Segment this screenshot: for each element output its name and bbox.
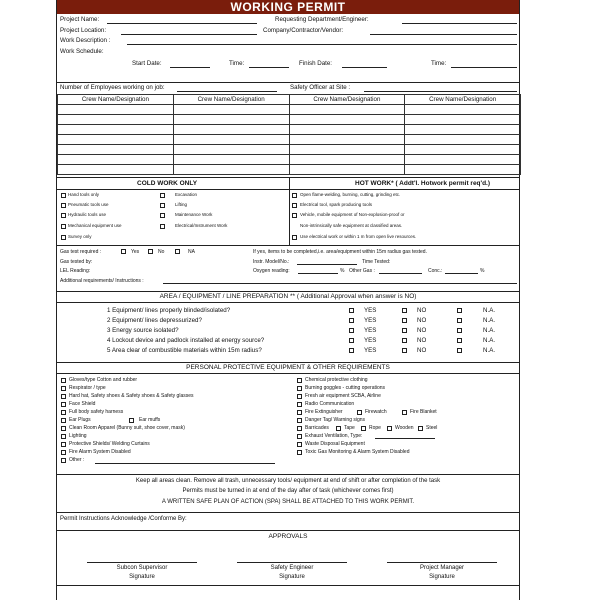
- ppe-checkbox[interactable]: [297, 378, 302, 383]
- company-field[interactable]: [370, 34, 517, 35]
- start-date-label: Start Date:: [132, 60, 162, 67]
- approvals-header: APPROVALS: [268, 533, 308, 540]
- ppe-item: Danger Tag/ Warning signs: [305, 417, 366, 423]
- finish-time-field[interactable]: [451, 67, 517, 68]
- subcon-role: Subcon Supervisor: [116, 565, 168, 571]
- ppe-item: Full body safety harness: [69, 409, 124, 415]
- ppe-checkbox[interactable]: [61, 410, 66, 415]
- safety-officer-field[interactable]: [364, 91, 517, 92]
- hot-item: Open flame-welding, burning, cutting, grinding etc.: [300, 192, 401, 197]
- area-yes-checkbox[interactable]: [349, 338, 354, 343]
- ppe-checkbox[interactable]: [61, 426, 66, 431]
- ppe-item: Fire Extinguisher: [305, 409, 343, 415]
- ppe-checkbox[interactable]: [297, 442, 302, 447]
- cold-hydraulic-checkbox[interactable]: [61, 213, 66, 218]
- time-tested-label: Time Tested:: [362, 259, 391, 265]
- cold-item: Hand tools only: [68, 192, 100, 197]
- area-no-checkbox[interactable]: [402, 348, 407, 353]
- area-yes-label: YES: [364, 307, 377, 314]
- ppe-item: Ear Plugs: [69, 417, 91, 423]
- area-no-label: NO: [417, 317, 427, 324]
- crew-table: [57, 94, 521, 175]
- cold-item: Survey only: [68, 234, 92, 239]
- rope-checkbox[interactable]: [361, 426, 366, 431]
- safety-engineer-signature-line[interactable]: [237, 562, 347, 563]
- area-yes-checkbox[interactable]: [349, 308, 354, 313]
- gas-tested-by-label: Gas tested by:: [60, 259, 93, 265]
- gas-if-yes-note: If yes, items to be completed,i.e. area/equipment within 15m radius gas tested.: [253, 249, 427, 255]
- area-no-checkbox[interactable]: [402, 338, 407, 343]
- employees-label: Number of Employees working on job:: [60, 84, 165, 91]
- area-no-checkbox[interactable]: [402, 318, 407, 323]
- conc-field[interactable]: [445, 273, 478, 274]
- crew-col-header: Crew Name/Designation: [173, 95, 289, 105]
- ppe-checkbox[interactable]: [61, 458, 66, 463]
- area-yes-checkbox[interactable]: [349, 318, 354, 323]
- ppe-checkbox[interactable]: [297, 394, 302, 399]
- oxygen-reading-field[interactable]: [298, 273, 338, 274]
- crew-row[interactable]: [58, 155, 521, 165]
- work-type-sub-divider: [57, 189, 519, 190]
- ppe-checkbox[interactable]: [61, 434, 66, 439]
- ppe-item: Barricades: [305, 425, 329, 431]
- ppe-item: Lighting: [69, 433, 87, 439]
- ppe-checkbox[interactable]: [61, 394, 66, 399]
- wooden-checkbox[interactable]: [387, 426, 392, 431]
- ppe-checkbox[interactable]: [297, 402, 302, 407]
- hot-item: Use electrical work or within 1 m from open live resources.: [300, 234, 417, 239]
- work-type-vline: [289, 177, 290, 245]
- hot-item: Vehicle, mobile equipment of Non-explosion-proof or: [300, 212, 405, 217]
- steel-label: Steel: [426, 425, 438, 431]
- project-location-label: Project Location:: [60, 27, 107, 34]
- gas-no-checkbox[interactable]: [148, 249, 153, 254]
- area-no-label: NO: [417, 347, 427, 354]
- crew-row[interactable]: [58, 145, 521, 155]
- area-yes-label: YES: [364, 327, 377, 334]
- area-na-label: N.A.: [483, 327, 496, 334]
- instr-model-label: Instr. Model/No.:: [253, 259, 290, 265]
- ppe-checkbox[interactable]: [61, 386, 66, 391]
- ppe-item: Respirator / type: [69, 385, 106, 391]
- area-section-divider: [57, 291, 519, 292]
- area-yes-checkbox[interactable]: [349, 328, 354, 333]
- cold-survey-checkbox[interactable]: [61, 235, 66, 240]
- ppe-checkbox[interactable]: [61, 402, 66, 407]
- ppe-item: Other :: [69, 457, 85, 463]
- area-yes-label: YES: [364, 317, 377, 324]
- oxygen-reading-label: Oxygen reading:: [253, 268, 290, 274]
- ppe-checkbox[interactable]: [61, 378, 66, 383]
- approvals-divider: [57, 530, 519, 531]
- hot-live-resources-checkbox[interactable]: [292, 235, 297, 240]
- hot-item: Electrical tool, spark producing tools: [300, 202, 373, 207]
- gas-no-label: No: [158, 249, 165, 255]
- ppe-item: Hard hat, Safety shoes & Safety shoes & Safety glasses: [69, 393, 194, 399]
- hot-electrical-tool-checkbox[interactable]: [292, 203, 297, 208]
- additional-req-label: Additional requirements/ Instructions :: [60, 278, 144, 284]
- acknowledge-divider: [57, 512, 519, 513]
- hot-open-flame-checkbox[interactable]: [292, 193, 297, 198]
- gas-yes-checkbox[interactable]: [121, 249, 126, 254]
- instr-model-field[interactable]: [297, 264, 357, 265]
- work-type-divider: [57, 177, 519, 178]
- title-bar: [57, 0, 519, 14]
- ppe-item: Burning goggles - cutting operations: [305, 385, 386, 391]
- cold-item: Maintenance Work: [175, 212, 213, 217]
- oxygen-pct: %: [340, 268, 345, 274]
- gas-na-checkbox[interactable]: [175, 249, 180, 254]
- area-na-label: N.A.: [483, 317, 496, 324]
- wooden-label: Wooden: [395, 425, 414, 431]
- gas-section-divider: [57, 245, 519, 246]
- hot-item: Non-intrinsically safe equipment at classified areas.: [300, 223, 403, 228]
- ppe-item: Fire Alarm System Disabled: [69, 449, 131, 455]
- note-line: Keep all areas clean. Remove all trash, unnecessary tools/ equipment at end of shift or after completion of the task: [135, 478, 441, 484]
- hot-vehicle-checkbox[interactable]: [292, 213, 297, 218]
- cold-item: Excavation: [175, 192, 198, 197]
- cold-item: Pneumatic tools use: [68, 202, 109, 207]
- area-no-label: NO: [417, 337, 427, 344]
- crew-header-row: [58, 95, 521, 105]
- ppe-checkbox[interactable]: [297, 450, 302, 455]
- area-na-label: N.A.: [483, 337, 496, 344]
- other-gas-field[interactable]: [379, 273, 422, 274]
- area-no-checkbox[interactable]: [402, 328, 407, 333]
- area-no-checkbox[interactable]: [402, 308, 407, 313]
- ppe-item: Radio Communication: [305, 401, 355, 407]
- safety-engineer-role: Safety Engineer: [270, 565, 314, 571]
- exhaust-type-field[interactable]: [375, 438, 435, 439]
- crew-col-header: Crew Name/Designation: [289, 95, 405, 105]
- ppe-section-divider: [57, 362, 519, 363]
- ear-muffs-label: Ear muffs: [139, 417, 161, 423]
- ppe-checkbox[interactable]: [297, 386, 302, 391]
- crew-section-divider: [57, 82, 519, 83]
- finish-time-label: Time:: [431, 60, 447, 67]
- area-na-checkbox[interactable]: [457, 308, 462, 313]
- area-yes-label: YES: [364, 337, 377, 344]
- ppe-item: Gloves/type Cotton and rubber: [69, 377, 138, 383]
- area-item: 3 Energy source isolated?: [107, 327, 179, 334]
- work-schedule-label: Work Schedule:: [60, 48, 104, 55]
- area-yes-checkbox[interactable]: [349, 348, 354, 353]
- area-item: 2 Equipment/ lines depressurized?: [107, 317, 202, 324]
- ppe-header: PERSONAL PROTECTIVE EQUIPMENT & OTHER REQUIREMENTS: [186, 364, 390, 371]
- subcon-signature-line[interactable]: [87, 562, 197, 563]
- ppe-checkbox[interactable]: [297, 434, 302, 439]
- area-no-label: NO: [417, 327, 427, 334]
- gas-na-label: NA: [188, 249, 195, 255]
- cold-excavation-checkbox[interactable]: [160, 193, 165, 198]
- ear-muffs-checkbox[interactable]: [129, 418, 134, 423]
- project-location-field[interactable]: [121, 34, 257, 35]
- permit-form: [56, 0, 520, 600]
- ppe-checkbox[interactable]: [297, 426, 302, 431]
- pm-signature-line[interactable]: [387, 562, 497, 563]
- cold-pneumatic-checkbox[interactable]: [61, 203, 66, 208]
- area-na-checkbox[interactable]: [457, 318, 462, 323]
- notes-divider: [57, 474, 519, 475]
- note-line: Permits must be turned in at end of the day after of task (whichever comes first): [182, 488, 394, 494]
- area-na-label: N.A.: [483, 347, 496, 354]
- cold-work-header: COLD WORK ONLY: [137, 180, 198, 187]
- crew-col-header: Crew Name/Designation: [58, 95, 174, 105]
- ppe-item: Face Shield: [69, 401, 96, 407]
- requesting-dept-label: Requesting Department/Engineer:: [275, 16, 369, 23]
- rope-label: Rope: [369, 425, 381, 431]
- conc-pct: %: [480, 268, 485, 274]
- area-yes-label: YES: [364, 347, 377, 354]
- fire-blanket-checkbox[interactable]: [402, 410, 407, 415]
- ppe-checkbox[interactable]: [61, 450, 66, 455]
- project-name-label: Project Name:: [60, 16, 100, 23]
- other-gas-label: Other Gas :: [349, 268, 375, 274]
- cold-electrical-checkbox[interactable]: [160, 224, 165, 229]
- employees-field[interactable]: [177, 91, 277, 92]
- start-time-field[interactable]: [249, 67, 289, 68]
- area-na-checkbox[interactable]: [457, 328, 462, 333]
- work-description-label: Work Description :: [60, 37, 111, 44]
- finish-date-label: Finish Date:: [299, 60, 333, 67]
- area-item: 5 Area clear of combustible materials within 15m radius?: [107, 347, 262, 354]
- project-name-field[interactable]: [107, 23, 257, 24]
- acknowledge-label: Permit Instructions Acknowledge /Conforme By:: [60, 516, 187, 522]
- cold-item: Lifting: [175, 202, 188, 207]
- ppe-item: Waste Disposal Equipment: [305, 441, 365, 447]
- area-na-checkbox[interactable]: [457, 338, 462, 343]
- area-no-label: NO: [417, 307, 427, 314]
- form-title: WORKING PERMIT: [230, 0, 346, 14]
- steel-checkbox[interactable]: [418, 426, 423, 431]
- pm-role: Project Manager: [419, 565, 465, 571]
- subcon-signature-label: Signature: [129, 574, 155, 580]
- safety-officer-label: Safety Officer at Site :: [290, 84, 351, 91]
- area-item: 4 Lockout device and padlock installed at energy source?: [107, 337, 265, 344]
- ppe-checkbox[interactable]: [61, 418, 66, 423]
- finish-date-field[interactable]: [342, 67, 387, 68]
- ppe-item: Exhaust Ventilation, Type:: [305, 433, 363, 439]
- hot-work-header: HOT WORK* ( Addt'l. Hotwork permit req'd.): [355, 180, 491, 187]
- bottom-divider: [57, 585, 519, 586]
- crew-row[interactable]: [58, 165, 521, 175]
- pm-signature-label: Signature: [429, 574, 455, 580]
- ppe-checkbox[interactable]: [61, 442, 66, 447]
- gas-yes-label: Yes: [131, 249, 140, 255]
- cold-hand-tools-checkbox[interactable]: [61, 193, 66, 198]
- ppe-checkbox[interactable]: [297, 418, 302, 423]
- cold-mechanical-checkbox[interactable]: [61, 224, 66, 229]
- crew-row[interactable]: [58, 135, 521, 145]
- area-item: 1 Equipment/ lines properly blinded/isolated?: [107, 307, 231, 314]
- crew-row[interactable]: [58, 115, 521, 125]
- firewatch-checkbox[interactable]: [357, 410, 362, 415]
- note-line: A WRITTEN SAFE PLAN OF ACTION (SPA) SHALL BE ATTACHED TO THIS WORK PERMIT.: [161, 499, 415, 505]
- cold-lifting-checkbox[interactable]: [160, 203, 165, 208]
- ppe-item: Fresh air equipment SCBA, Airline: [305, 393, 381, 399]
- start-time-label: Time:: [229, 60, 245, 67]
- area-na-checkbox[interactable]: [457, 348, 462, 353]
- cold-item: Mechanical equipment use: [68, 223, 122, 228]
- area-header-divider: [57, 302, 519, 303]
- crew-row[interactable]: [58, 125, 521, 135]
- additional-req-field[interactable]: [163, 283, 517, 284]
- requesting-dept-field[interactable]: [402, 23, 517, 24]
- area-header: AREA / EQUIPMENT / LINE PREPARATION ** ( Additional Approval when answer is NO): [159, 293, 417, 300]
- start-date-field[interactable]: [170, 67, 210, 68]
- fire-blanket-label: Fire Blanket: [410, 409, 437, 415]
- tape-label: Tape: [344, 425, 355, 431]
- ppe-item: Clean Room Apparel (Bunny suit, shoe cover, mask): [69, 425, 185, 431]
- cold-item: Electrical/Instrument Work: [175, 223, 228, 228]
- ppe-checkbox[interactable]: [297, 410, 302, 415]
- firewatch-label: Firewatch: [365, 409, 387, 415]
- tape-checkbox[interactable]: [336, 426, 341, 431]
- ppe-header-divider: [57, 373, 519, 374]
- cold-item: Hydraulic tools use: [68, 212, 107, 217]
- crew-row[interactable]: [58, 105, 521, 115]
- area-na-label: N.A.: [483, 307, 496, 314]
- ppe-item: Chemical protective clothing: [305, 377, 368, 383]
- ppe-item: Protective Shields/ Welding Curtains: [69, 441, 150, 447]
- ppe-other-field[interactable]: [95, 463, 275, 464]
- cold-maintenance-checkbox[interactable]: [160, 213, 165, 218]
- ppe-item: Toxic Gas Monitoring & Alarm System Disabled: [305, 449, 410, 455]
- conc-label: Conc.:: [428, 268, 443, 274]
- work-description-field[interactable]: [127, 44, 517, 45]
- lel-reading-label: LEL Reading:: [60, 268, 91, 274]
- safety-engineer-signature-label: Signature: [279, 574, 305, 580]
- crew-col-header: Crew Name/Designation: [405, 95, 521, 105]
- company-label: Company/Contractor/Vendor:: [263, 27, 344, 34]
- gas-required-label: Gas test required :: [60, 249, 102, 255]
